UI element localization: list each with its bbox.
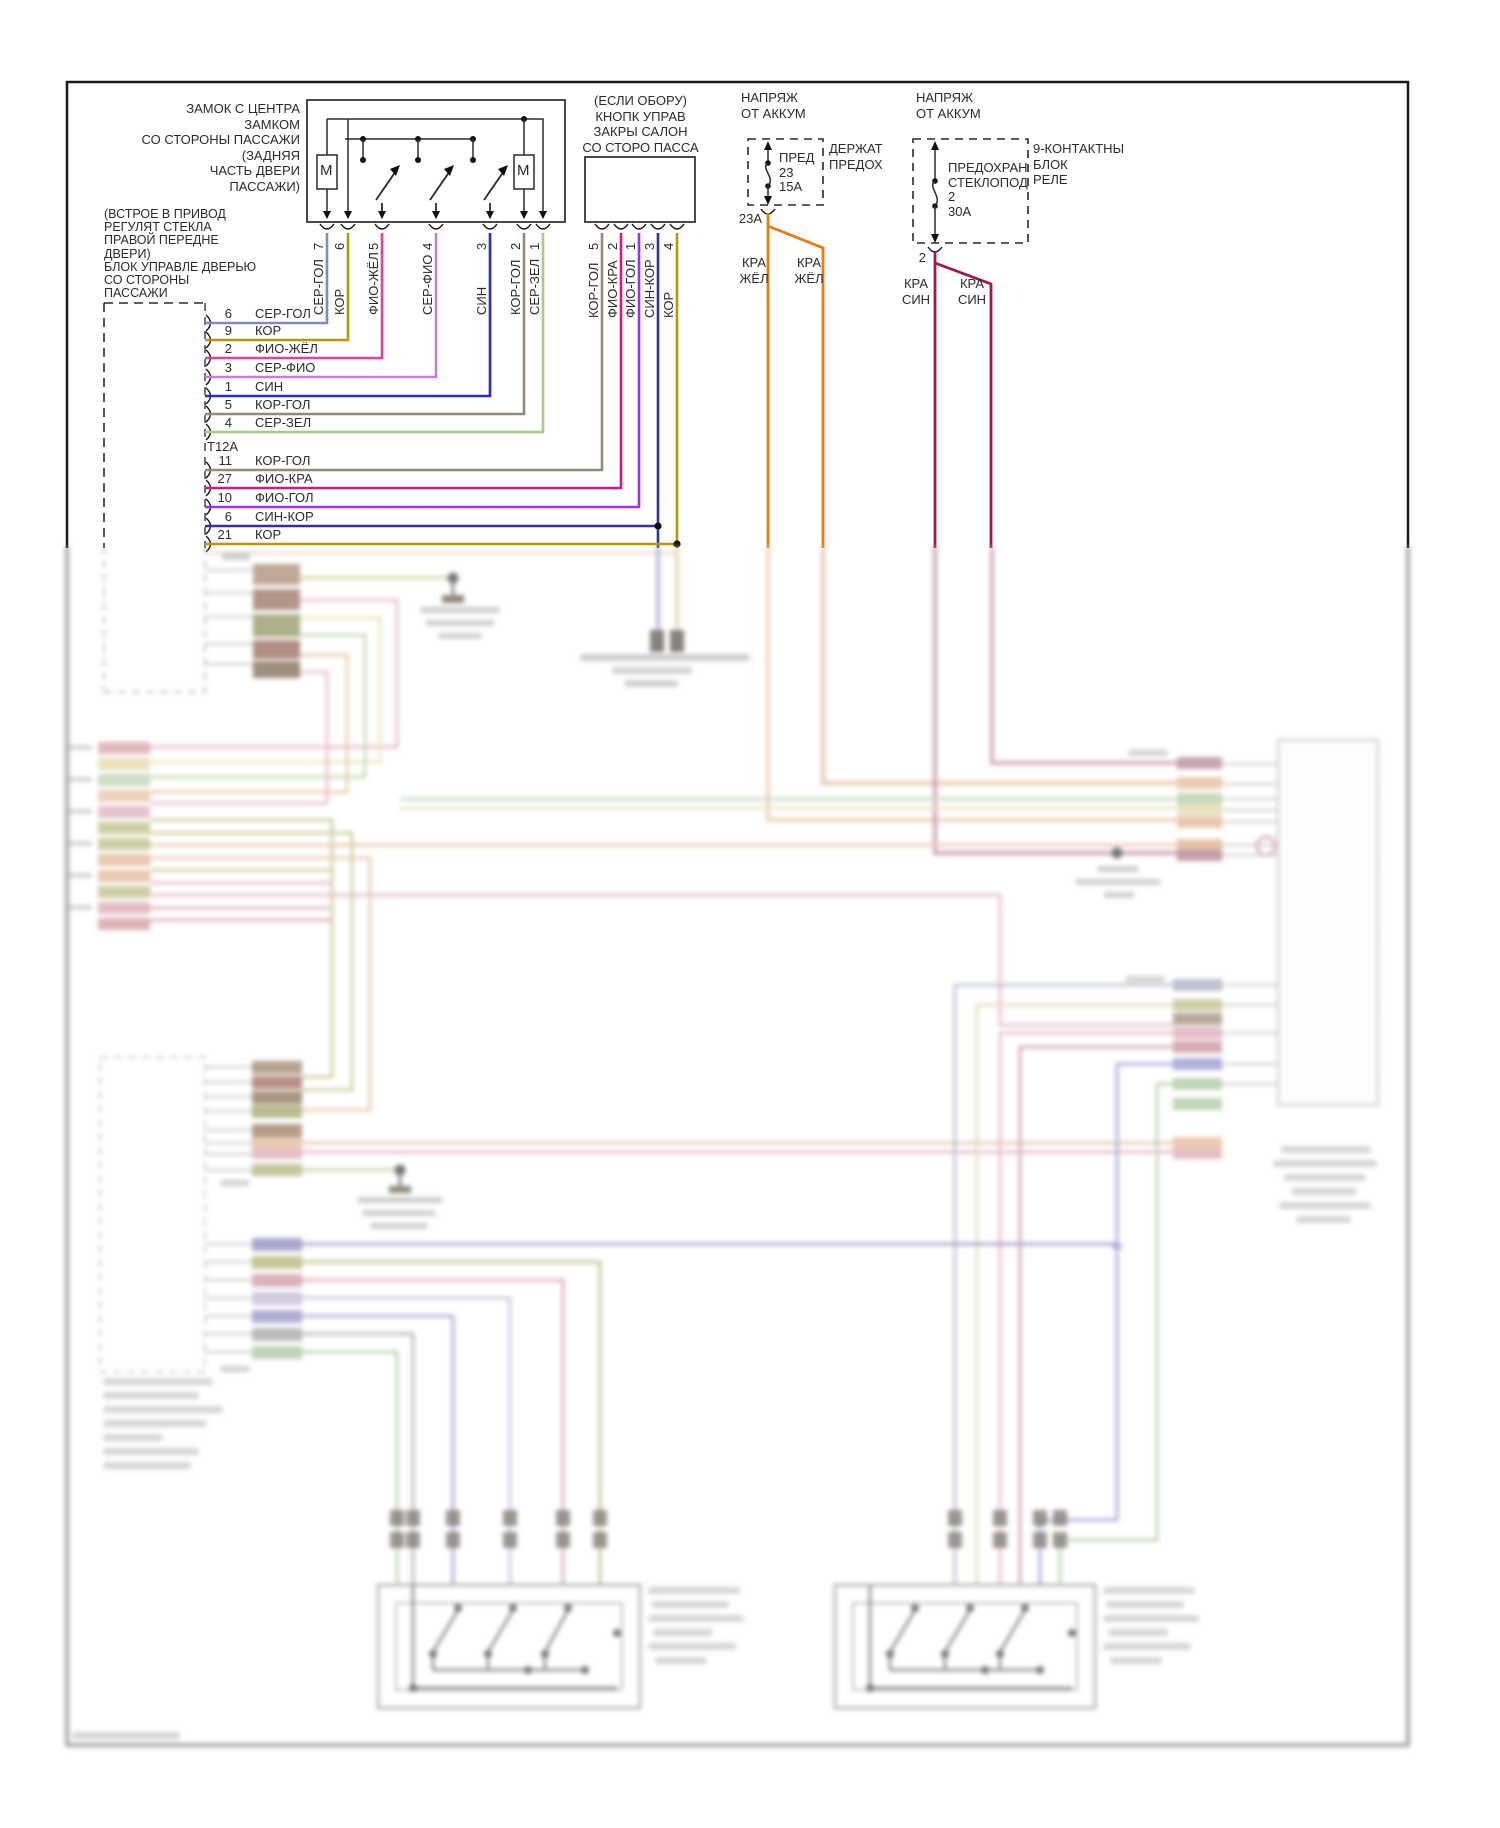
- row-pin: 6: [224, 509, 232, 524]
- pin-number: 2: [508, 242, 523, 250]
- row-wire: КОР: [255, 527, 282, 542]
- wire-name-vertical: КОР: [661, 291, 676, 318]
- wire-color-label: КРА СИН: [901, 276, 931, 307]
- pin-number: 3: [642, 242, 657, 250]
- fuse1-symbol: [748, 139, 823, 548]
- wire-name-vertical: СЕР-ЗЕЛ: [527, 258, 542, 315]
- door-module-label: (ВСТРОЕ В ПРИВОД РЕГУЛЯТ СТЕКЛА ПРАВОЙ ПЕРЕДНЕ ДВЕРИ) БЛОК УПРАВЛЕ ДВЕРЬЮ СО СТОРОНЫ ПАССАЖИ: [104, 207, 257, 301]
- row-pin: 5: [224, 397, 232, 412]
- fuse1-name-label: ПРЕД 23 15А: [779, 150, 815, 194]
- window-switch-right: [835, 1585, 1095, 1708]
- row-wire: СИН-КОР: [255, 509, 314, 524]
- lock-assembly-title: ЗАМОК С ЦЕНТРА ЗАМКОМ СО СТОРОНЫ ПАССАЖИ (ЗАДНЯЯ ЧАСТЬ ДВЕРИ ПАССАЖИ): [141, 101, 300, 194]
- fuse2-name-label: ПРЕДОХРАН СТЕКЛОПОД 2 30А: [948, 160, 1028, 219]
- pin-number: 1: [623, 242, 638, 250]
- row-wire: КОР-ГОЛ: [255, 397, 311, 412]
- motor1-label: M: [320, 162, 333, 179]
- fuse2-source-label: НАПРЯЖ ОТ АККУМ: [916, 90, 981, 121]
- row-wire: СЕР-ФИО: [255, 360, 316, 375]
- row-pin: 11: [218, 453, 232, 468]
- motor2-label: M: [517, 162, 530, 179]
- window-switch-left: [378, 1585, 640, 1708]
- row-pin: 27: [217, 471, 232, 486]
- row-wire: ФИО-КРА: [255, 471, 313, 486]
- switch-arms: [376, 168, 506, 218]
- relay-block-label: 9-КОНТАКТНЫ БЛОК РЕЛЕ: [1033, 141, 1125, 187]
- wire-name-vertical: СЕР-ГОЛ: [311, 259, 326, 315]
- row-pin: 4: [224, 415, 232, 430]
- wire-name-vertical: КОР-ГОЛ: [508, 259, 523, 315]
- pin-number: 5: [366, 242, 381, 250]
- fuse2-pin-label: 2: [918, 250, 926, 265]
- pin-number: 2: [605, 242, 620, 250]
- wire-name-vertical: ФИО-ГОЛ: [623, 259, 638, 318]
- pin-number: 6: [332, 242, 347, 250]
- pin-number: 5: [586, 242, 601, 250]
- door-module-dashed-box: [104, 303, 211, 552]
- pin-number: 4: [661, 242, 676, 250]
- pin-number: 4: [420, 242, 435, 250]
- row-pin: 3: [224, 360, 232, 375]
- row-wire: ФИО-ЖЁЛ: [255, 341, 318, 356]
- row-wire: СЕР-ГОЛ: [255, 306, 311, 321]
- wire-name-vertical: СИН: [474, 286, 489, 315]
- wire-color-label: КРА СИН: [957, 276, 987, 307]
- row-wire: СЕР-ЗЕЛ: [255, 415, 312, 430]
- wire-color-label: КРА ЖЁЛ: [739, 255, 769, 286]
- pin-number: 7: [311, 242, 326, 250]
- fuse1-source-label: НАПРЯЖ ОТ АККУМ: [741, 90, 806, 121]
- row-pin: 9: [224, 323, 232, 338]
- row-wire: КОР: [255, 323, 282, 338]
- pin-number: 3: [474, 242, 489, 250]
- row-pin: 2: [224, 341, 232, 356]
- row-wire: КОР-ГОЛ: [255, 453, 311, 468]
- connector-name: Т12А: [207, 439, 239, 454]
- junction-dot: [654, 522, 661, 529]
- close-button-title: (ЕСЛИ ОБОРУ) КНОПК УПРАВ ЗАКРЫ САЛОН СО СТОРО ПАССА: [582, 93, 699, 155]
- pin-arcs: [320, 224, 550, 229]
- pin-number: 1: [527, 242, 542, 250]
- row-pin: 21: [217, 527, 232, 542]
- wire-name-vertical: ФИО-КРА: [605, 260, 620, 318]
- wire-color-label: КРА ЖЁЛ: [794, 255, 824, 286]
- row-pin: 10: [217, 490, 232, 505]
- wire-name-vertical: СИН-КОР: [642, 259, 657, 318]
- fuse1-pin-label: 23А: [738, 211, 762, 226]
- row-pin: 6: [224, 306, 232, 321]
- wire-name-vertical: СЕР-ФИО: [420, 254, 435, 315]
- row-wire: ФИО-ГОЛ: [255, 490, 314, 505]
- switch-arm-arrowheads: [390, 165, 508, 176]
- wire-name-vertical: КОР-ГОЛ: [586, 262, 601, 318]
- row-pin: 1: [224, 379, 232, 394]
- wire-name-vertical: ФИО-ЖЁЛ: [366, 252, 381, 315]
- close-button-box: [585, 157, 695, 229]
- row-wire: СИН: [255, 379, 284, 394]
- fuse-holder-label: ДЕРЖАТ ПРЕДОХ: [829, 141, 883, 172]
- wiring-blur-svg: [0, 546, 1500, 1828]
- blurred-diagram-region: [0, 546, 1500, 1828]
- wire-name-vertical: КОР: [332, 288, 347, 315]
